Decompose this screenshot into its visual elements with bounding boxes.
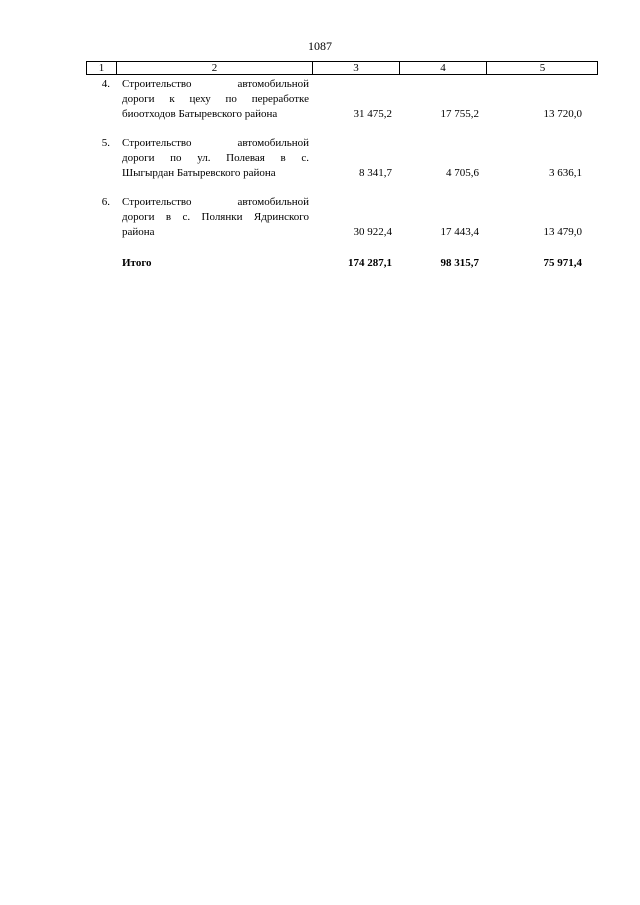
header-cell-3: 3 — [353, 62, 359, 74]
header-cell-5: 5 — [539, 62, 546, 74]
row-value-col5: 13 479,0 — [543, 226, 582, 238]
row-value-col3: 30 922,4 — [353, 226, 392, 238]
row-description — [122, 195, 309, 240]
total-value-col5: 75 971,4 — [543, 257, 582, 269]
row-value-col4: 17 443,4 — [440, 226, 479, 238]
page-number: 1087 — [308, 39, 332, 53]
total-label: Итого — [122, 257, 152, 269]
table-header-row — [86, 61, 598, 75]
row-description-line: Строительство автомобильной — [122, 78, 309, 90]
row-value-col3: 31 475,2 — [353, 108, 392, 120]
row-description-line: района — [122, 226, 155, 238]
header-cell-1: 1 — [98, 62, 105, 74]
total-value-col3: 174 287,1 — [348, 257, 392, 269]
row-description-line: Строительство автомобильной — [122, 196, 309, 208]
table-row — [86, 77, 598, 123]
row-number: 5. — [101, 137, 110, 149]
row-value-col5: 13 720,0 — [543, 108, 582, 120]
header-cell-4: 4 — [440, 62, 446, 74]
row-description-line: дороги к цеху по переработке — [122, 93, 309, 105]
table-row — [86, 136, 598, 182]
row-value-col4: 17 755,2 — [440, 108, 479, 120]
row-description-line: дороги в с. Полянки Ядринского — [122, 211, 309, 223]
data-table — [86, 61, 598, 269]
row-value-col3: 8 341,7 — [359, 167, 392, 179]
table-row — [86, 195, 598, 241]
row-description-line: Строительство автомобильной — [122, 137, 309, 149]
row-description — [122, 77, 309, 122]
row-description-line: Шыгырдан Батыревского района — [122, 167, 276, 179]
row-number: 4. — [101, 78, 110, 90]
total-value-col4: 98 315,7 — [440, 257, 479, 269]
row-description-line: дороги по ул. Полевая в с. — [122, 152, 309, 164]
row-description-line: биоотходов Батыревского района — [122, 108, 278, 120]
row-number: 6. — [101, 196, 110, 208]
row-value-col4: 4 705,6 — [446, 167, 479, 179]
total-row — [86, 256, 598, 272]
row-description — [122, 136, 309, 181]
row-value-col5: 3 636,1 — [549, 167, 582, 179]
header-cell-2: 2 — [211, 62, 218, 74]
